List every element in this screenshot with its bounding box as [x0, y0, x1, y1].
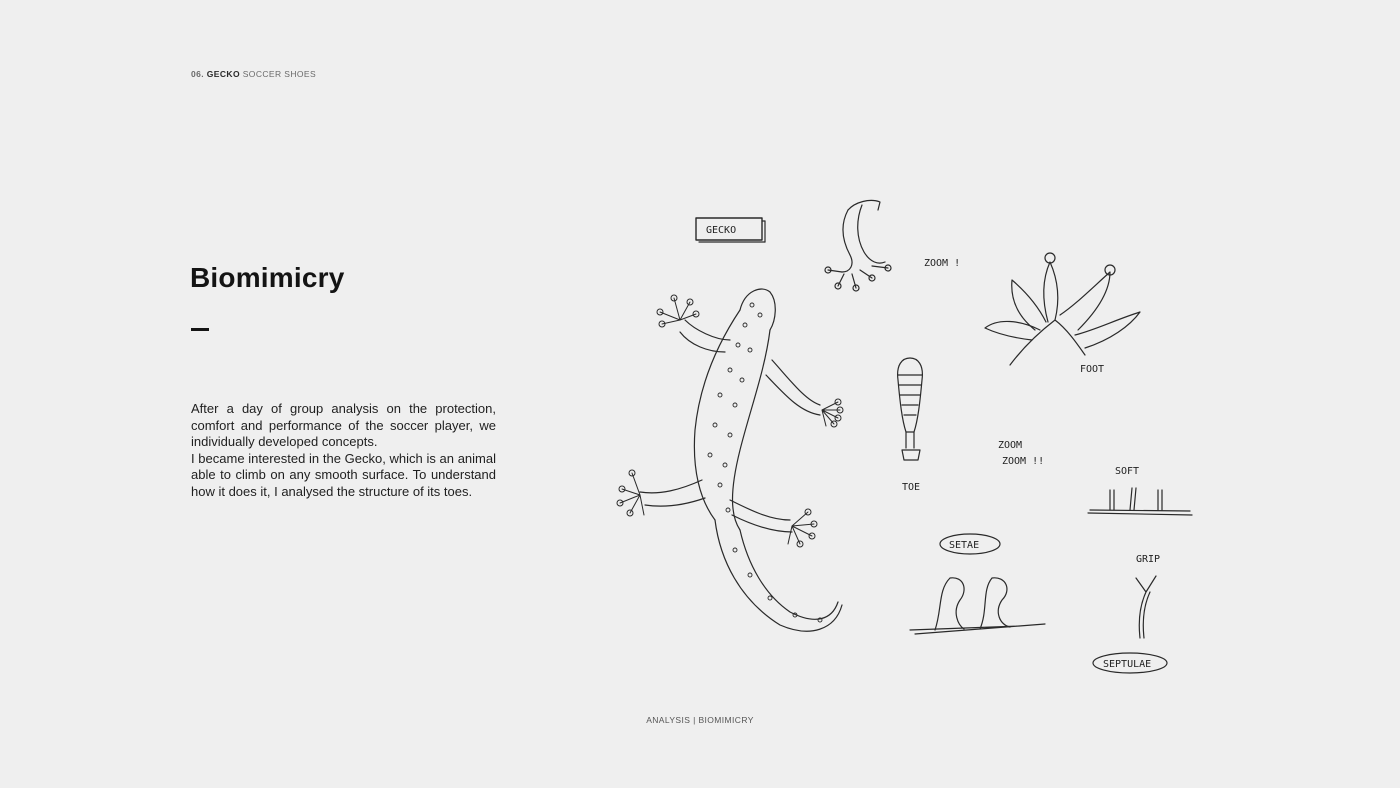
gecko-label-box [696, 218, 765, 242]
gecko-sketch-illustration [580, 180, 1220, 700]
setae-label-oval [940, 534, 1000, 554]
title-divider [191, 328, 209, 331]
page-footer: ANALYSIS | BIOMIMICRY [646, 715, 754, 725]
zoomed-leg-drawing [825, 200, 891, 291]
label-zoom-2b: ZOOM !! [1002, 456, 1045, 467]
body-paragraph-2: I became interested in the Gecko, which is an animal able to climb on any smooth surface. To understand how it does it, I analysed the structure of its toes. [191, 450, 496, 499]
label-toe: TOE [902, 482, 921, 493]
section-subtitle: SOCCER SHOES [242, 69, 317, 79]
page-title: Biomimicry [190, 262, 345, 293]
label-grip: GRIP [1136, 554, 1161, 565]
label-setae: SETAE [949, 540, 980, 551]
label-soft: SOFT [1115, 466, 1140, 477]
section-header [191, 69, 316, 79]
section-number: 06. [191, 69, 205, 79]
gecko-body-drawing [617, 289, 843, 631]
gecko-foot-drawing [985, 253, 1140, 365]
gecko-toe-drawing [898, 358, 923, 460]
label-zoom-2a: ZOOM [998, 440, 1023, 451]
body-paragraph-1: After a day of group analysis on the protection, comfort and performance of the soccer player, we individually developed concepts. [191, 401, 496, 449]
body-text [191, 401, 496, 500]
label-zoom-1: ZOOM ! [924, 258, 961, 269]
section-brand: GECKO [206, 69, 240, 79]
septulae-label-oval [1093, 653, 1167, 673]
septulae-drawing [1136, 576, 1156, 638]
label-septulae: SEPTULAE [1103, 659, 1152, 670]
label-foot: FOOT [1080, 364, 1105, 375]
label-gecko: GECKO [706, 225, 737, 236]
soft-surface-drawing [1088, 488, 1192, 515]
setae-drawing [910, 578, 1045, 634]
